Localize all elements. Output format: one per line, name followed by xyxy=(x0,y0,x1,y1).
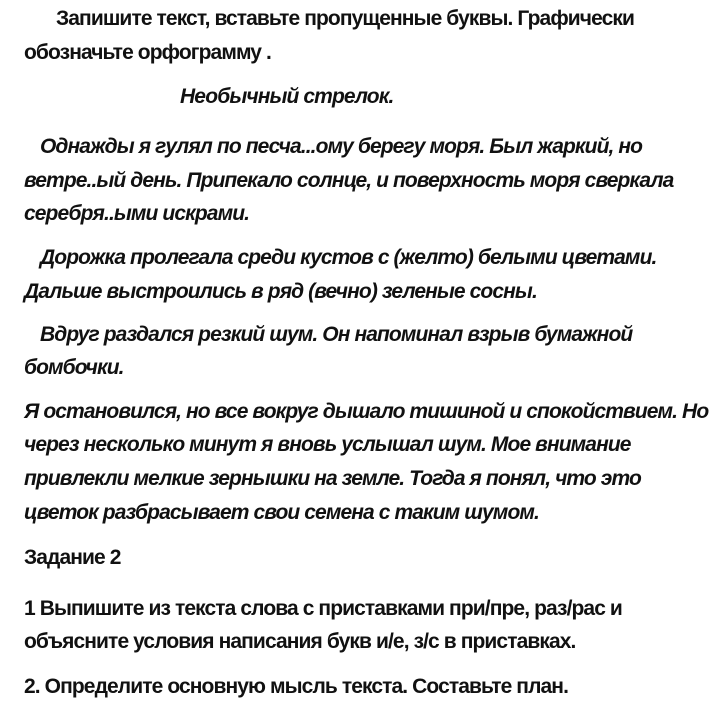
task-item-2: 2. Определите основную мысль текста. Составьте план. xyxy=(24,675,569,698)
paragraph-3-line-2: бомбочки. xyxy=(24,356,124,379)
paragraph-2-line-2: Дальше выстроились в ряд (вечно) зеленые сосны. xyxy=(24,280,537,303)
instruction-line-1: Запишите текст, вставьте пропущенные буквы. Графически xyxy=(56,7,634,30)
paragraph-4-line-2: через несколько минут я вновь услышал шум. Мое внимание xyxy=(24,433,631,456)
paragraph-3-line-1: Вдруг раздался резкий шум. Он напоминал взрыв бумажной xyxy=(40,323,633,346)
paragraph-1-line-2: ветре..ый день. Припекало солнце, и поверхность моря сверкала xyxy=(24,169,674,192)
paragraph-2-line-1: Дорожка пролегала среди кустов с (желто) белыми цветами. xyxy=(40,246,657,269)
instruction-line-2: обозначьте орфограмму . xyxy=(24,41,271,64)
paragraph-1-line-3: серебря..ыми искрами. xyxy=(24,202,250,225)
paragraph-4-line-3: привлекли мелкие зернышки на земле. Тогда я понял, что это xyxy=(24,467,641,490)
paragraph-4-line-1: Я остановился, но все вокруг дышало тишиной и спокойствием. Но xyxy=(24,400,709,423)
paragraph-4-line-4: цветок разбрасывает свои семена с таким шумом. xyxy=(24,501,539,524)
text-title: Необычный стрелок. xyxy=(180,85,394,108)
task-heading: Задание 2 xyxy=(24,546,121,569)
paragraph-1-line-1: Однажды я гулял по песча...ому берегу моря. Был жаркий, но xyxy=(40,135,643,158)
task-item-1-line-1: 1 Выпишите из текста слова с приставками при/пре, раз/рас и xyxy=(24,597,622,620)
task-item-1-line-2: объясните условия написания букв и/е, з/с в приставках. xyxy=(24,630,576,653)
